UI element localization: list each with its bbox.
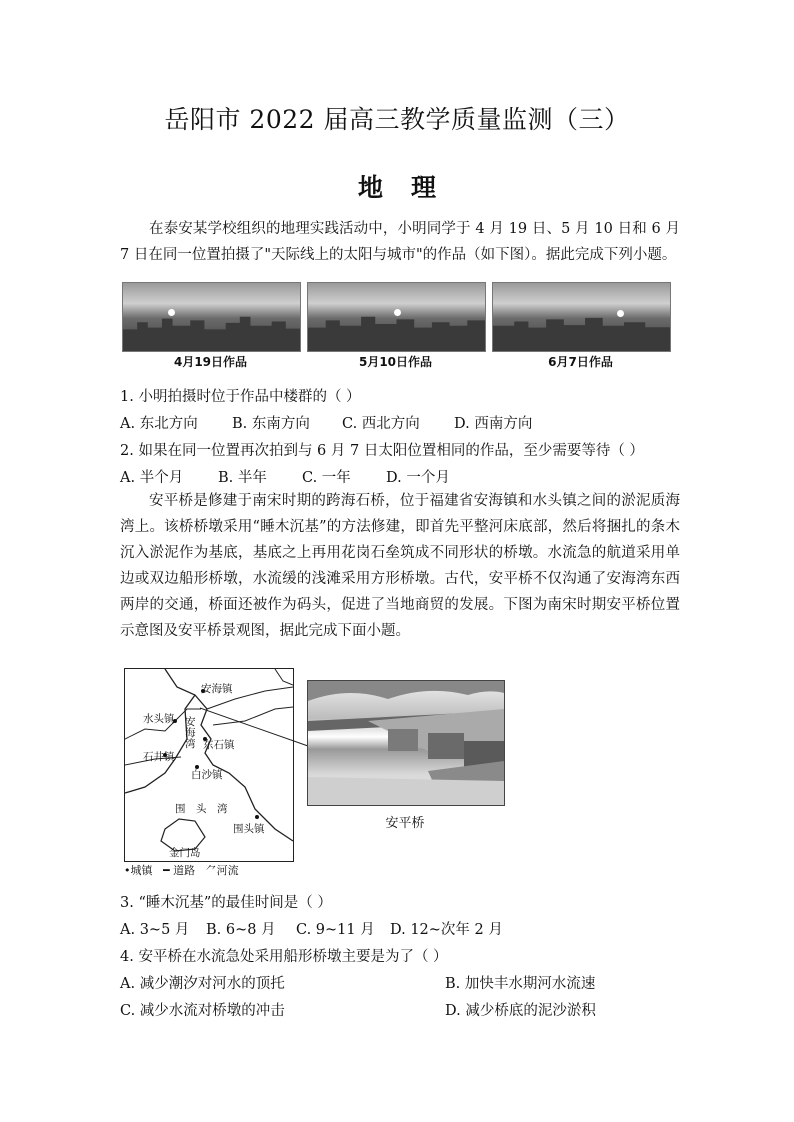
subject-heading — [0, 168, 794, 204]
q3-option-d[interactable]: D. 12~次年 2 月 — [390, 922, 503, 938]
photo-jun7 — [492, 282, 671, 352]
q1-option-d[interactable]: D. 西南方向 — [454, 416, 533, 432]
legend-road: ━ 道路 — [163, 864, 196, 877]
q2-options — [120, 466, 450, 487]
photo-caption-jun7: 6月7日作品 — [548, 355, 613, 369]
q4-option-c[interactable]: C. 减少水流对桥墩的冲击 — [120, 1003, 285, 1019]
q1-option-b[interactable]: B. 东南方向 — [232, 416, 310, 432]
q1-option-a[interactable]: A. 东北方向 — [120, 416, 198, 432]
q2-option-c[interactable]: C. 一年 — [302, 470, 351, 486]
q1-options — [120, 412, 532, 433]
q1-option-c[interactable]: C. 西北方向 — [342, 416, 420, 432]
map-label-baisha-town: 白沙镇 — [191, 769, 223, 781]
bridge-illustration — [308, 681, 504, 805]
legend-river: ⺈河流 — [205, 864, 239, 877]
legend-town: •城镇 — [124, 864, 153, 877]
q3-options — [120, 918, 503, 939]
passage-1: 在泰安某学校组织的地理实践活动中，小明同学于 4 月 19 日、5 月 10 日和 6 月 7 日在同一位置拍摄了"天际线上的太阳与城市"的作品（如下图）。据此完成下列小题。 — [120, 221, 680, 263]
q1-stem: 1. 小明拍摄时位于作品中楼群的（ ） — [120, 389, 361, 405]
passage-2: 安平桥是修建于南宋时期的跨海石桥，位于福建省安海镇和水头镇之间的淤泥质海湾上。该桥桥墩采用“睡木沉基”的方法修建，即首先平整河床底部，然后将捆扎的条木沉入淤泥作为基底，基底之上再用花岗石垒筑成不同形状的桥墩。水流急的航道采用单边或双边船形桥墩，水流缓的浅滩采用方形桥墩。古代，安平桥不仅沟通了安海湾东西两岸的交通，桥面还被作为码头，促进了当地商贸的发展。下图为南宋时期安平桥位置示意图及安平桥景观图，据此完成下面小题。 — [120, 493, 680, 639]
map-label-anhai-bay: 安海湾 — [185, 716, 196, 750]
q4-option-b[interactable]: B. 加快丰水期河水流速 — [445, 976, 596, 992]
map-label-shuitou-town: 水头镇 — [143, 713, 175, 725]
q3-option-c[interactable]: C. 9~11 月 — [296, 922, 375, 938]
anping-bridge-photo — [307, 680, 505, 806]
subject-char-1: 地 — [357, 173, 383, 202]
q3-stem: 3. “睡木沉基”的最佳时间是（ ） — [120, 895, 332, 911]
photo-caption-apr19: 4月19日作品 — [173, 355, 248, 369]
q2-option-a[interactable]: A. 半个月 — [120, 470, 184, 486]
q4-option-a[interactable]: A. 减少潮汐对河水的顶托 — [120, 976, 285, 992]
q4-stem: 4. 安平桥在水流急处采用船形桥墩主要是为了（ ） — [120, 949, 448, 965]
q3-option-a[interactable]: A. 3~5 月 — [120, 922, 190, 938]
q3-option-b[interactable]: B. 6~8 月 — [206, 922, 276, 938]
photo-apr19 — [122, 282, 301, 352]
q4-option-d[interactable]: D. 减少桥底的泥沙淤积 — [445, 1003, 596, 1019]
map-label-weitou-bay: 围 头 湾 — [175, 803, 228, 815]
photo-caption-may10: 5月10日作品 — [358, 355, 433, 369]
map-legend — [124, 862, 239, 878]
map-photo-connector — [200, 700, 310, 750]
map-lines — [125, 669, 293, 861]
q2-option-d[interactable]: D. 一个月 — [386, 470, 450, 486]
map-label-jinmen-island: 金门岛 — [169, 847, 201, 859]
photo-may10 — [307, 282, 486, 352]
bridge-photo-caption: 安平桥 — [385, 816, 425, 831]
q2-stem: 2. 如果在同一位置再次拍到与 6 月 7 日太阳位置相同的作品，至少需要等待（ ） — [120, 443, 644, 459]
map-label-dongshi-town: 东石镇 — [203, 739, 235, 751]
q2-option-b[interactable]: B. 半年 — [218, 470, 267, 486]
exam-title: 岳阳市 2022 届高三教学质量监测（三） — [164, 105, 630, 134]
map-label-weitou-town: 围头镇 — [233, 823, 265, 835]
map-label-shijing-town: 石井镇 — [143, 751, 175, 763]
anping-location-map — [124, 668, 294, 862]
subject-char-2: 理 — [411, 173, 437, 202]
map-label-anhai-town: 安海镇 — [201, 683, 233, 695]
